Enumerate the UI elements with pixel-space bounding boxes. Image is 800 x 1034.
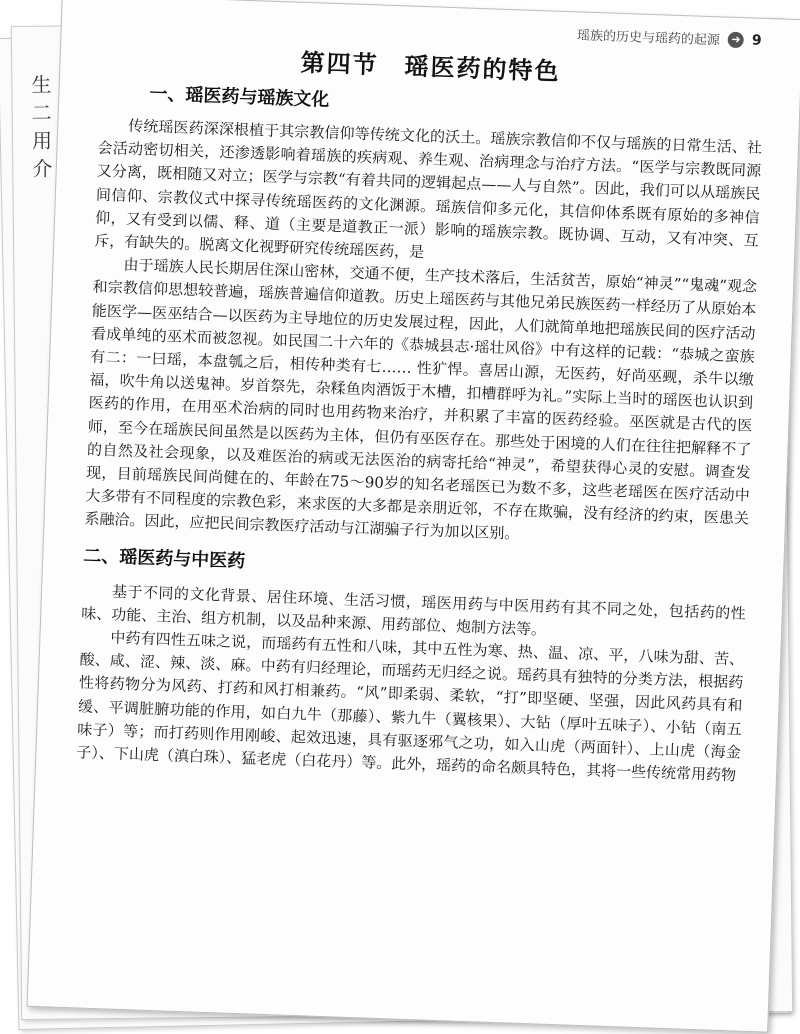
running-title: 瑶族的历史与瑶药的起源 (576, 28, 721, 49)
section-title: 第四节 瑶医药的特色 (300, 48, 561, 86)
page-number: 9 (751, 31, 762, 49)
running-header (577, 24, 762, 49)
adjacent-page-edge-text: 生 二 用 介 (31, 72, 53, 181)
paragraph: 传统瑶医药深深根植于其宗教信仰等传统文化的沃土。瑶族宗教信仰不仅与瑶族的日常生活、社会活动密切相关，还渗透影响着瑶族的疾病观、养生观、治病理念与治疗方法。“医学与宗教既同源又分离，既相随又对立；医学与宗教“有着共同的逻辑起点——人与自然”。因此，我们可以从瑶族民间信仰、宗教仪式中探寻传统瑶医药的文化渊源。瑶族信仰多元化，其信仰体系既有原始的多神信仰，又有受到以儒、释、道（主要是道教正一派）影响的瑶族宗教。既协调、互动，又有冲突、互斥，有缺失的。脱离文化视野研究传统瑶医药，是 (93, 116, 763, 262)
arrow-right-icon: ➜ (728, 31, 745, 48)
paragraph: 中药有四性五味之说，而瑶药有五性和八味，其中五性为寒、热、温、凉、平，八味为甜、苦、酸、咸、涩、辣、淡、麻。中药有归经理论，而瑶药无归经之说。瑶药具有独特的分类方法，根据药性将药物分为风药、打药和风打相兼药。“风”即柔弱、柔软，“打”即坚硬、坚强，因此风药具有和缓、平调脏腑功能的作用，如白九牛（那藤）、紫九牛（翼核果）、大钻（厚叶五味子）、小钻（南五味子）等；而打药则作用刚峻、起效迅速，具有驱逐邪气之功，如入山虎（两面针）、上山虎（海金子）、下山虎（滇白珠）、猛老虎（白花丹）等。此外，瑶药的命名颇具特色，其将一些传统常用药物 (76, 628, 745, 785)
paragraph: 由于瑶族人民长期居住深山密林，交通不便，生产技术落后，生活贫苦，原始“神灵”“鬼魂”观念和宗教信仰思想较普遍，瑶族普遍信仰道教。历史上瑶医药与其他兄弟民族医药一样经历了从原始本能医学—医巫结合—以医药为主导地位的历史发展过程，因此，人们就简单地把瑶族民间的医疗活动看成单纯的巫术而被忽视。如民国二十六年的《恭城县志·瑶壮风俗》中有这样的记载：“恭城之蛮族有二：一曰瑶，本盘瓠之后，相传种类有七…… 性犷悍。喜居山源，无医药，好尚巫觋，杀牛以缴福，吹牛角以送鬼神。岁首祭先，杂糅鱼肉酒饭于木槽，扣槽群呼为礼。”实际上当时的瑶医也认识到医药的作用，在用巫术治病的同时也用药物来治疗，并积累了丰富的医药经验。巫医就是古代的医师，至今在瑶族民间虽然是以医药为主体，但仍有巫医存在。那些处于困境的人们在往往把解释不了的自然及社会现象，以及难医治的病或无法医治的病寄托给“神灵”，希望获得心灵的安慰。调查发现，目前瑶族民间尚健在的、年龄在75～90岁的知名老瑶医已为数不多，这些老瑶医在医疗活动中大多带有不同程度的宗教色彩，来求医的大多都是亲朋近邻，不存在欺骗，没有经济的约束，医患关系融洽。因此，应把民间宗教医疗活动与江湖骗子行为加以区别。 (84, 255, 758, 544)
book-page (27, 0, 800, 1033)
subsection-heading: 二、瑶医药与中医药 (82, 545, 246, 572)
subsection-heading: 一、瑶医药与瑶族文化 (149, 83, 330, 111)
paragraph: 基于不同的文化背景、居住环境、生活习惯，瑶医用药与中医用药有其不同之处，包括药的性味、功能、主治、组方机制，以及品种来源、用药部位、炮制方法等。 (80, 582, 747, 639)
page-body (76, 80, 764, 788)
